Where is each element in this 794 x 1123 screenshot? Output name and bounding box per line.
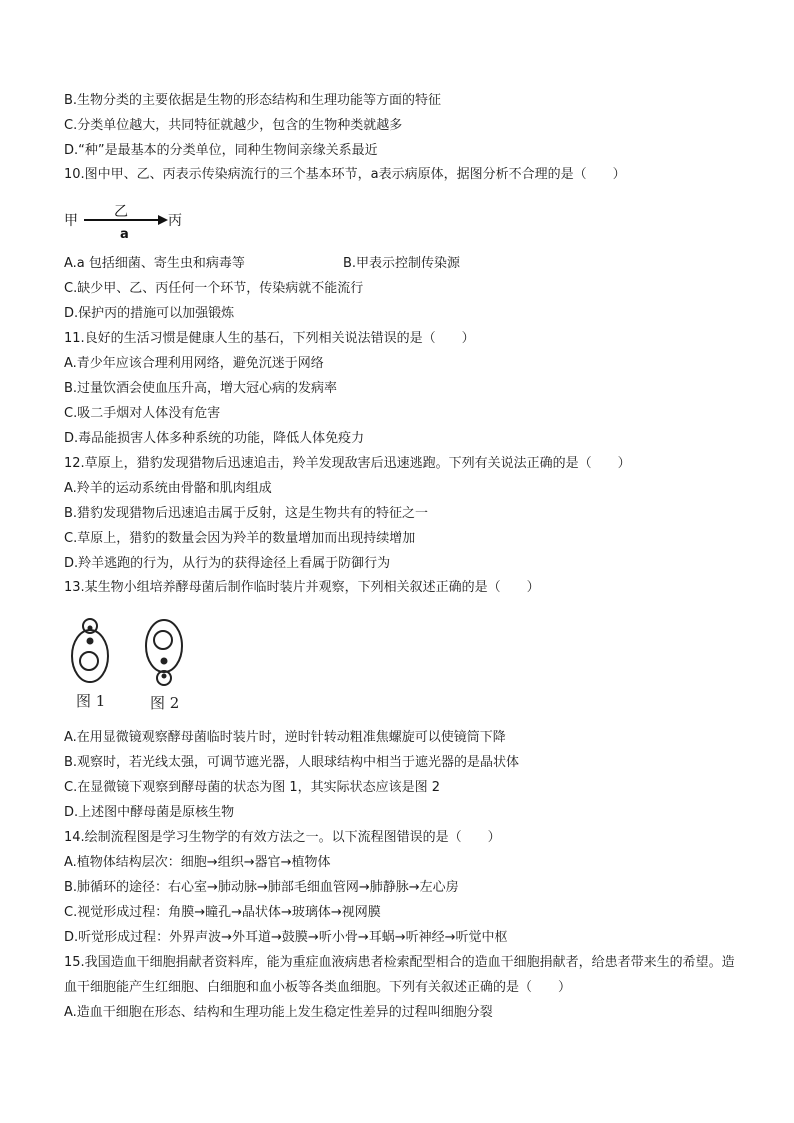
question-11-option-d: D.毒品能损害人体多种系统的功能，降低人体免疫力 (64, 431, 365, 446)
question-15-option-a: A.造血干细胞在形态、结构和生理功能上发生稳定性差异的过程叫细胞分裂 (64, 1005, 493, 1020)
option-d-line: D.“种”是最基本的分类单位，同种生物间亲缘关系最近 (64, 143, 378, 158)
question-14-option-d: D.听觉形成过程：外界声波→外耳道→鼓膜→听小骨→耳蜗→听神经→听觉中枢 (64, 930, 508, 945)
yeast-vacuole (80, 652, 98, 670)
question-15: 15.我国造血干细胞捐献者资料库，能为重症血液病患者检索配型相合的造血干细胞捐献者，给患者带来生的希望。造血干细胞能产生红细胞、白细胞和血小板等各类血细胞。下列有关叙述正确的是（ ） (64, 955, 735, 995)
question-12: 12.草原上，猎豹发现猎物后迅速追击，羚羊发现敌害后迅速逃跑。下列有关说法正确的是（ ） (64, 456, 631, 471)
diagram-bing: 丙 (168, 213, 182, 229)
yeast-nucleus (87, 638, 94, 645)
question-10-option-c: C.缺少甲、乙、丙任何一个环节，传染病就不能流行 (64, 281, 364, 296)
diagram-yi: 乙 (114, 204, 128, 220)
question-13-option-a: A.在用显微镜观察酵母菌临时装片时，逆时针转动粗准焦螺旋可以使镜筒下降 (64, 730, 506, 745)
question-11-option-b: B.过量饮酒会使血压升高，增大冠心病的发病率 (64, 381, 338, 396)
question-11-option-a: A.青少年应该合理利用网络，避免沉迷于网络 (64, 356, 324, 371)
question-10: 10.图中甲、乙、丙表示传染病流行的三个基本环节，a表示病原体，据图分析不合理的是（ ） (64, 167, 626, 182)
diagram-a: a (120, 227, 129, 242)
yeast-bud-dot (88, 626, 93, 631)
question-14-option-b: B.肺循环的途径：右心室→肺动脉→肺部毛细血管网→肺静脉→左心房 (64, 880, 459, 895)
option-b-line: B.生物分类的主要依据是生物的形态结构和生理功能等方面的特征 (64, 93, 442, 108)
diagram-jia: 甲 (64, 213, 78, 229)
question-12-option-b: B.猎豹发现猎物后迅速追击属于反射，这是生物共有的特征之一 (64, 506, 429, 521)
transmission-diagram (62, 192, 202, 250)
question-14-option-c: C.视觉形成过程：角膜→瞳孔→晶状体→玻璃体→视网膜 (64, 905, 381, 920)
question-11: 11.良好的生活习惯是健康人生的基石，下列相关说法错误的是（ ） (64, 331, 475, 346)
question-13: 13.某生物小组培养酵母菌后制作临时装片并观察，下列相关叙述正确的是（ ） (64, 580, 540, 595)
question-10-option-d: D.保护丙的措施可以加强锻炼 (64, 306, 235, 321)
question-10-option-b: B.甲表示控制传染源 (343, 256, 461, 271)
question-14-option-a: A.植物体结构层次：细胞→组织→器官→植物体 (64, 855, 331, 870)
question-12-option-c: C.草原上，猎豹的数量会因为羚羊的数量增加而出现持续增加 (64, 531, 416, 546)
question-13-option-c: C.在显微镜下观察到酵母菌的状态为图 1，其实际状态应该是图 2 (64, 780, 441, 795)
question-10-option-a: A.a 包括细菌、寄生虫和病毒等 (64, 256, 245, 271)
question-11-option-c: C.吸二手烟对人体没有危害 (64, 406, 221, 421)
question-12-option-a: A.羚羊的运动系统由骨骼和肌肉组成 (64, 481, 272, 496)
yeast-figures (62, 604, 202, 716)
yeast-nucleus (161, 658, 168, 665)
question-12-option-d: D.羚羊逃跑的行为，从行为的获得途径上看属于防御行为 (64, 556, 391, 571)
yeast-figure-2 (146, 620, 182, 712)
yeast-figure-1 (72, 619, 108, 710)
question-13-option-d: D.上述图中酵母菌是原核生物 (64, 805, 235, 820)
question-14: 14.绘制流程图是学习生物学的有效方法之一。以下流程图错误的是（ ） (64, 830, 501, 845)
option-c-line: C.分类单位越大，共同特征就越少，包含的生物种类就越多 (64, 118, 403, 133)
diagram-arrow-head (158, 215, 168, 225)
figure-1-label: 图 1 (76, 692, 106, 710)
figure-2-label: 图 2 (150, 694, 180, 712)
yeast-vacuole (154, 631, 172, 649)
yeast-bud-dot (162, 674, 167, 679)
question-13-option-b: B.观察时，若光线太强，可调节遮光器，人眼球结构中相当于遮光器的是晶状体 (64, 755, 520, 770)
